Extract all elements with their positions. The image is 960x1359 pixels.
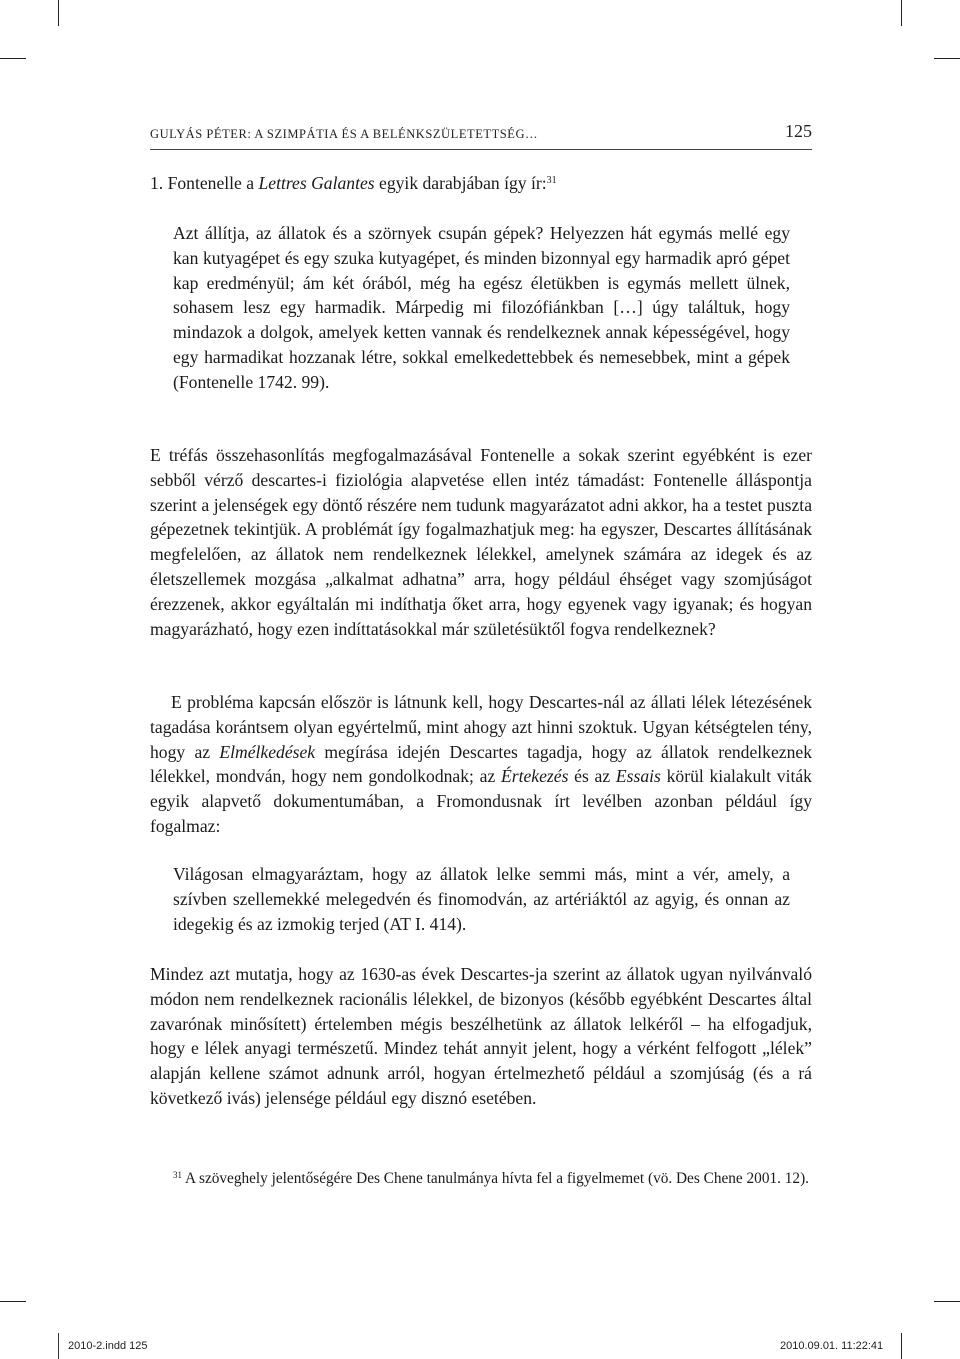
para2-italic-elmelkedesek: Elmélkedések: [219, 741, 316, 762]
block-quote-descartes: Világosan elmagyaráztam, hogy az állatok lelke semmi más, mint a vér, amely, a szívben szellemekké melegedvén és finomodván, az artériáktól az agyig, és onnan az idegekig és az izmokig terjed (AT I. 414).: [173, 864, 790, 934]
slug-filename: 2010-2.indd 125: [68, 1340, 148, 1352]
para2-italic-essais: Essais: [615, 766, 661, 787]
footnote-number: 31: [173, 1170, 182, 1180]
footnote-31: [150, 1168, 812, 1190]
heading-suffix: egyik darabjában így ír:: [374, 173, 547, 193]
crop-mark: [901, 1333, 902, 1359]
block-quote-fontenelle: Azt állítja, az állatok és a szörnyek csupán gépek? Helyezzen hát egymás mellé egy kan kutyagépet és egy szuka kutyagépet, és minden bizonnyal egy harmadik apró gépet kap eredményül; ám két órából, még ha egész életükben is egymás mellett ülnek, sohasem lesz egy harmadik. Márpedig mi filozófiánkban […] úgy találtuk, hogy mindazok a dolgok, amelyek ketten vannak és rendelkeznek annak képességével, hogy egy harmadikat hozzanak létre, sokkal emelkedettebbek és nemesebbek, mint a gépek (Fontenelle 1742. 99).: [173, 223, 790, 392]
heading-italic-title: Lettres Galantes: [258, 173, 375, 193]
slug-divider: [58, 1333, 59, 1359]
crop-mark: [934, 58, 960, 59]
crop-mark: [0, 1301, 26, 1302]
footnote-text: A szöveghely jelentőségére Des Chene tanulmánya hívta fel a figyelmemet (vö. Des Chene 2001. 12).: [182, 1170, 809, 1187]
para2-text-4: körül kialakult viták egyik alapvető dokumentumában, a Fromondusnak írt levélben azonban például így fogalmaz:: [150, 766, 812, 836]
body-paragraph-3: Mindez azt mutatja, hogy az 1630-as évek Descartes-ja szerint az állatok ugyan nyilvánvaló módon nem rendelkeznek racionális lélekkel, de bizonyos (később egyébként Descartes által zavarónak minősített) értelemben mégis beszélhetünk az állatok lelkéről – ha elfogadjuk, hogy e lélek anyagi természetű. Mindez tehát annyit jelent, hogy a vérként felfogott „lélek” alapján kellene számot adnunk arról, hogyan értelmezhető például a szomjúság (és a rá következő ivás) jelensége például egy disznó esetében.: [150, 964, 812, 1108]
crop-mark: [58, 0, 59, 26]
slug-timestamp: 2010.09.01. 11:22:41: [780, 1340, 884, 1352]
crop-mark: [901, 0, 902, 26]
body-paragraph-2: [150, 690, 812, 839]
heading-prefix: 1. Fontenelle a: [150, 173, 259, 193]
body-paragraph-1: E tréfás összehasonlítás megfogalmazásával Fontenelle a sokak szerint egyébként is ezer sebből vérző descartes-i fiziológia alapvetése ellen intéz támadást: Fontenelle álláspontja szerint a jelenségek egy döntő részére nem tudunk magyarázatot adni akkor, ha a testet puszta gépezetnek tekintjük. A problémát így fogalmazhatjuk meg: ha egyszer, Descartes állításának megfelelően, az állatok nem rendelkeznek lélekkel, amelynek számára az idegek és az életszellemek mozgása „alkalmat adhatna” arra, hogy például éhséget vagy szomjúságot érezzenek, akkor egyáltalán mi indíthatja őket arra, hogy egyenek vagy igyanak; és hogyan magyarázható, hogy ezen indíttatásokkal már születésüktől fogva rendelkeznek?: [150, 445, 812, 639]
section-heading: [150, 171, 812, 196]
para2-text-2: megírása idején Descartes tagadja, hogy az állatok rendelkeznek lélekkel, mondván, hogy nem gondolkodnak; az: [150, 741, 812, 787]
para2-italic-ertekezes: Értekezés: [501, 766, 569, 787]
running-title: GULYÁS PÉTER: A SZIMPÁTIA ÉS A BELÉNKSZÜLETETTSÉG…: [150, 127, 539, 141]
crop-mark: [0, 58, 26, 59]
page-number: 125: [785, 121, 812, 141]
running-head: [150, 123, 812, 150]
crop-mark: [934, 1301, 960, 1302]
para2-text-3: és az: [568, 766, 616, 787]
para2-text-1: E probléma kapcsán először is látnunk kell, hogy Descartes-nál az állati lélek létezésének tagadása korántsem olyan egyértelmű, mint ahogy azt hinni szoktuk. Ugyan kétségtelen tény, hogy az: [150, 692, 812, 762]
footnote-ref: 31: [546, 175, 557, 186]
